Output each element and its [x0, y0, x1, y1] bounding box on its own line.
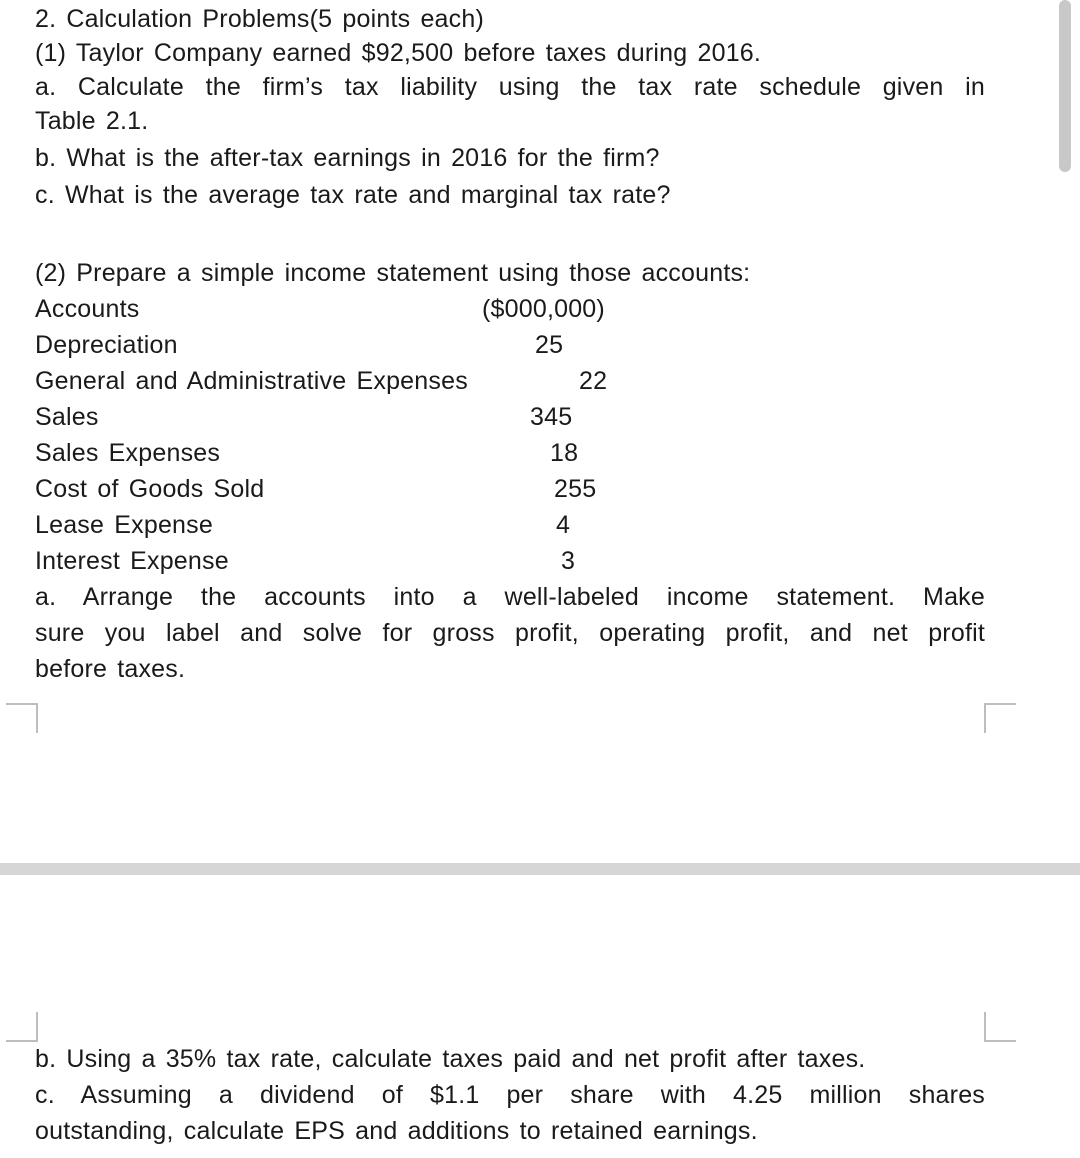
problem-2-block — [35, 255, 985, 687]
account-row-sales-expenses — [35, 435, 985, 471]
account-name: General and Administrative Expenses — [35, 367, 468, 395]
accounts-header-label: Accounts — [35, 295, 140, 323]
crop-mark-bottom-left — [6, 1012, 38, 1042]
problem-1-intro: (1) Taylor Company earned $92,500 before taxes during 2016. — [35, 39, 762, 67]
account-name: Cost of Goods Sold — [35, 475, 265, 503]
problem-2-part-a-line-3: before taxes. — [35, 655, 186, 683]
problem-2-part-c-line-1: c. Assuming a dividend of $1.1 per share with 4.25 million shares — [35, 1081, 985, 1109]
crop-mark-top-left — [6, 703, 38, 733]
account-value: 25 — [535, 331, 564, 359]
problem-2-part-a-line-2: sure you label and solve for gross profit, operating profit, and net profit — [35, 619, 985, 647]
problem-2-continued-block — [35, 1041, 985, 1149]
account-name: Lease Expense — [35, 511, 213, 539]
problem-2-part-c-line-2: outstanding, calculate EPS and additions to retained earnings. — [35, 1117, 758, 1145]
crop-mark-bottom-right — [984, 1012, 1016, 1042]
problem-2-intro: (2) Prepare a simple income statement using those accounts: — [35, 259, 751, 287]
problem-2-part-a-line-1: a. Arrange the accounts into a well-labeled income statement. Make — [35, 583, 985, 611]
account-value: 255 — [554, 475, 597, 503]
account-value: 18 — [550, 439, 579, 467]
account-row-cogs — [35, 471, 985, 507]
vertical-scrollbar-thumb[interactable] — [1059, 0, 1071, 172]
problem-2-part-b: b. Using a 35% tax rate, calculate taxes paid and net profit after taxes. — [35, 1045, 866, 1073]
account-value: 345 — [530, 403, 573, 431]
account-row-interest-expense — [35, 543, 985, 579]
section-heading: 2. Calculation Problems(5 points each) — [35, 5, 484, 33]
crop-mark-top-right — [984, 703, 1016, 733]
account-row-general-admin — [35, 363, 985, 399]
problem-1-part-a-line-1: a. Calculate the firm’s tax liability using the tax rate schedule given in — [35, 73, 985, 101]
account-name: Sales — [35, 403, 99, 431]
account-value: 3 — [561, 547, 576, 575]
problem-1-part-a-line-2: Table 2.1. — [35, 107, 149, 135]
account-name: Depreciation — [35, 331, 178, 359]
problem-1-part-c: c. What is the average tax rate and marginal tax rate? — [35, 181, 671, 209]
account-value: 4 — [556, 511, 571, 539]
page-break-divider — [0, 863, 1080, 875]
account-name: Sales Expenses — [35, 439, 221, 467]
accounts-header-unit: ($000,000) — [482, 295, 605, 323]
account-name: Interest Expense — [35, 547, 229, 575]
account-row-lease-expense — [35, 507, 985, 543]
accounts-header-row — [35, 291, 985, 327]
problem-1-block — [35, 2, 985, 212]
problem-1-part-b: b. What is the after-tax earnings in 2016 for the firm? — [35, 144, 660, 172]
account-row-sales — [35, 399, 985, 435]
account-value: 22 — [579, 367, 608, 395]
account-row-depreciation — [35, 327, 985, 363]
